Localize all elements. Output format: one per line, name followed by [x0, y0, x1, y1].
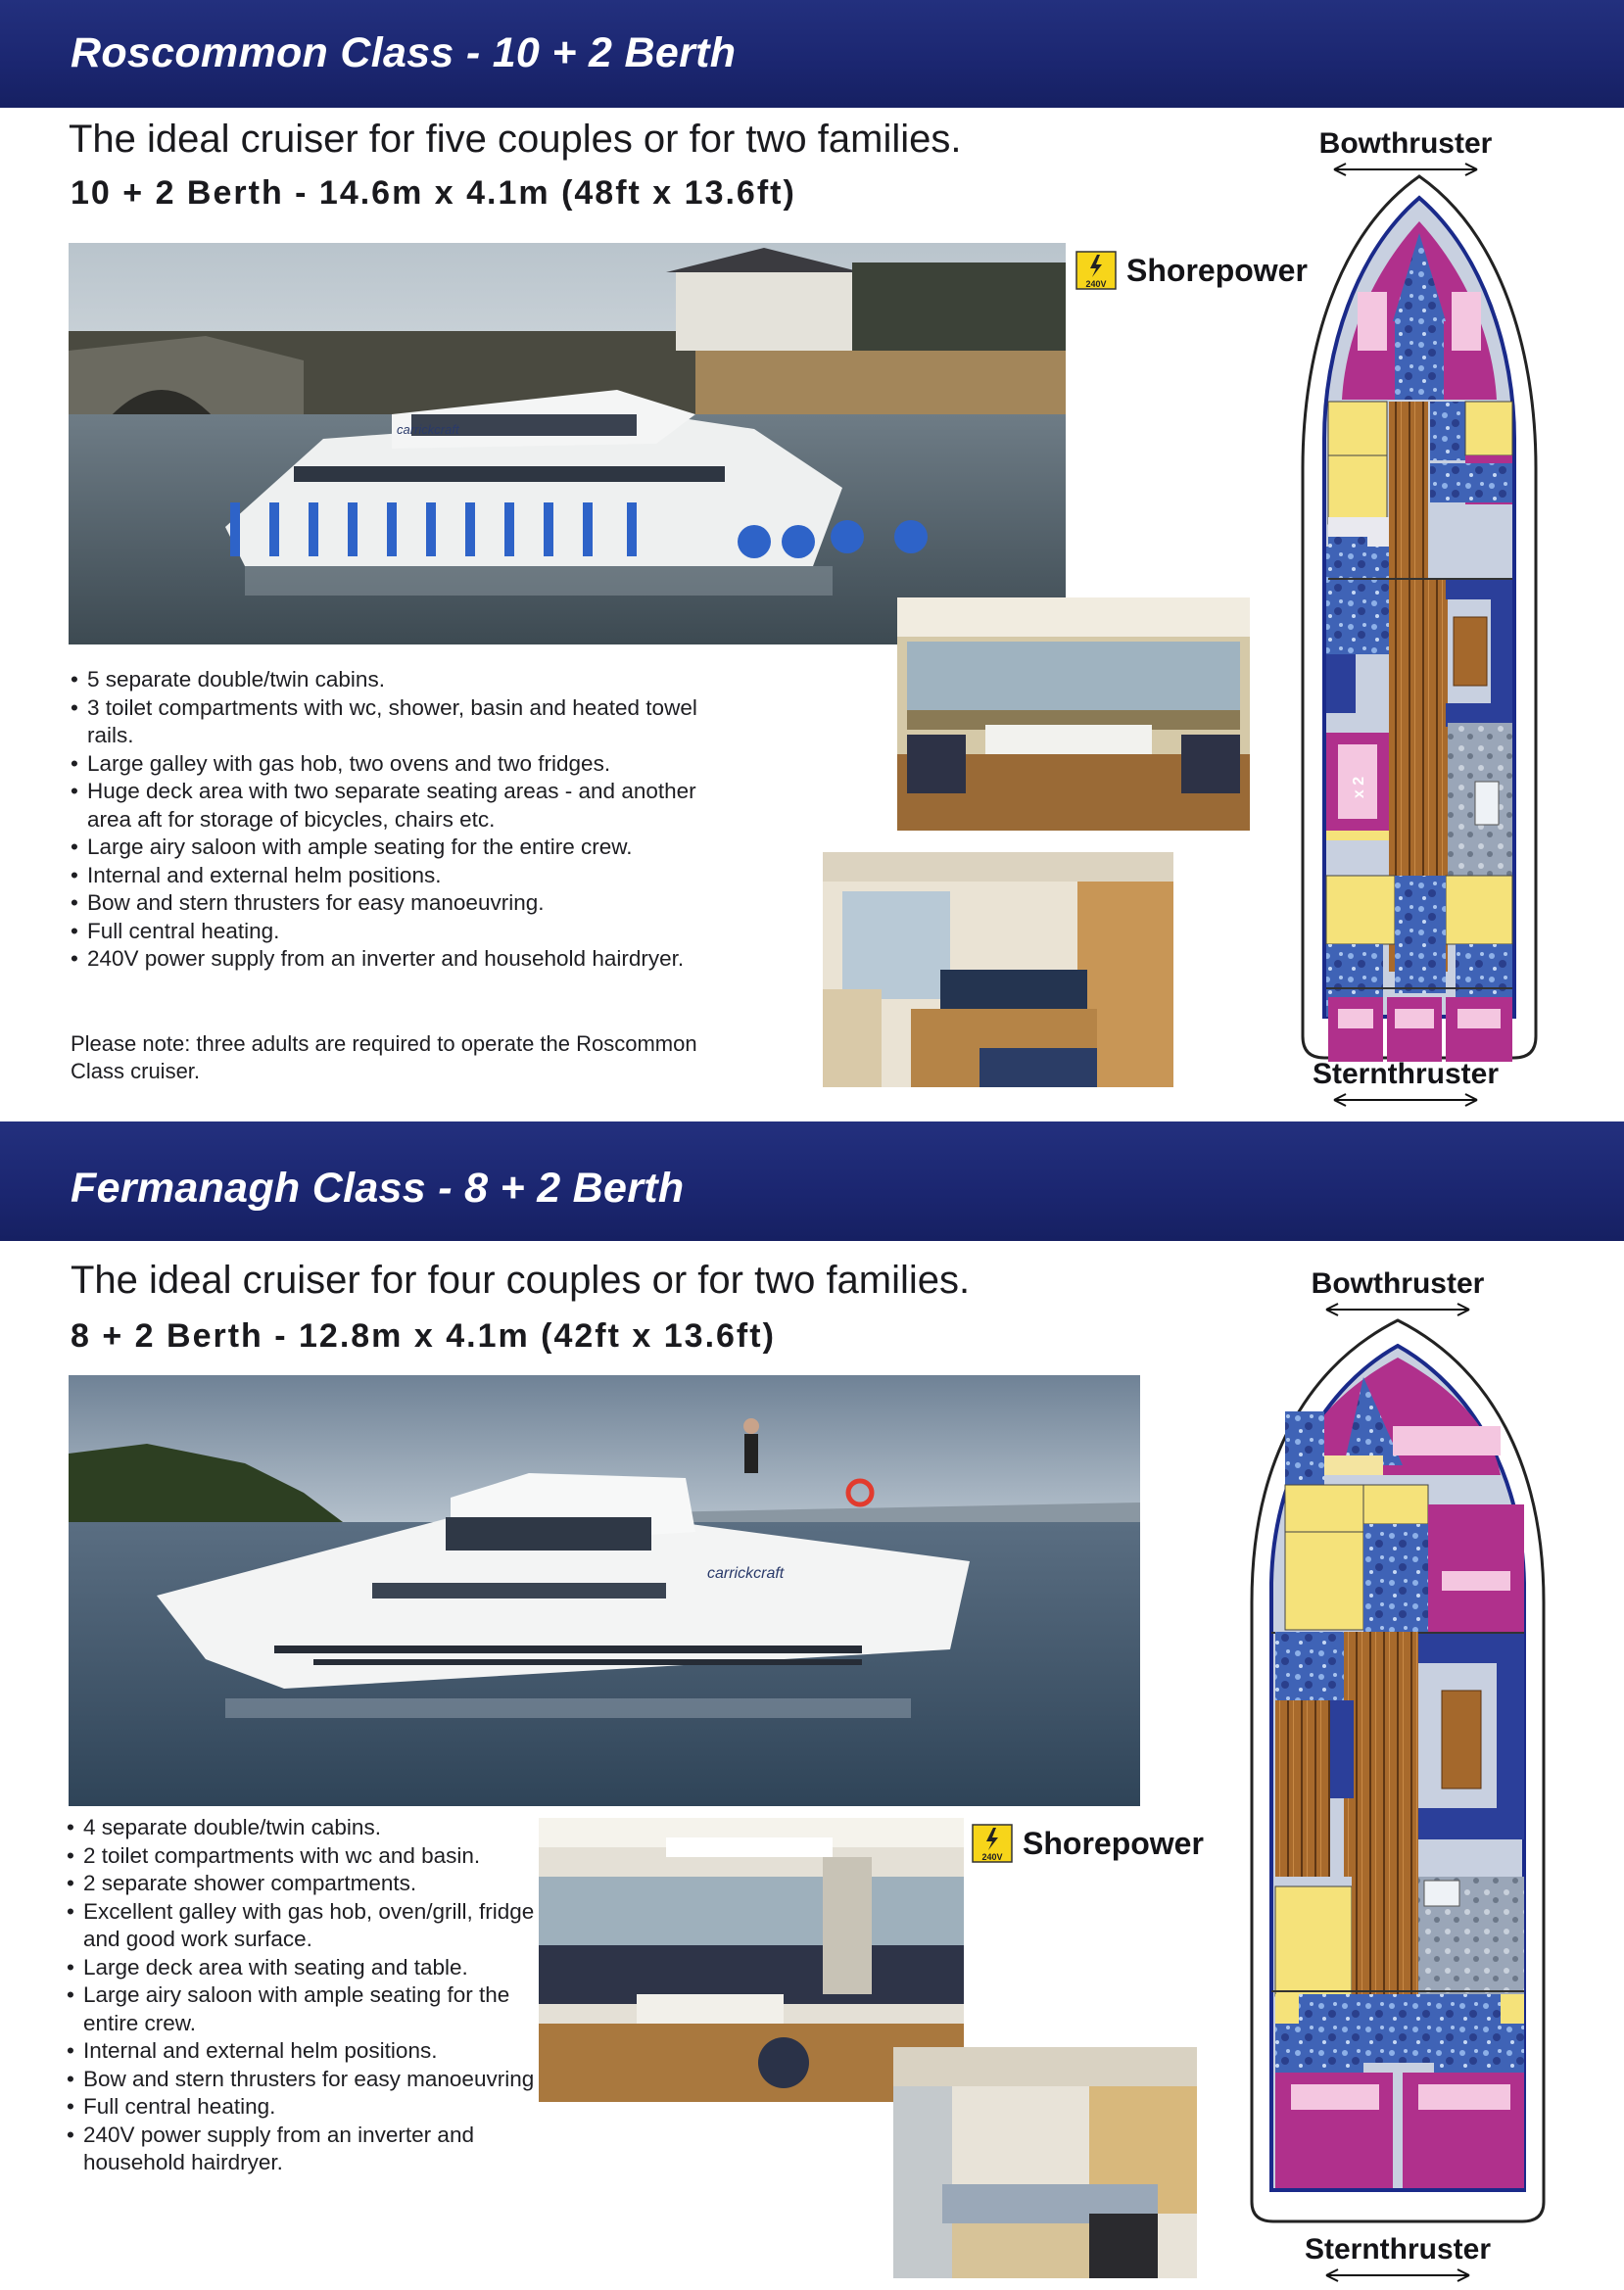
feature-item: • Full central heating.	[69, 918, 744, 946]
fermanagh-bowthruster	[1295, 1267, 1501, 1316]
double-arrow-icon	[1324, 2268, 1471, 2282]
feature-item: • 3 toilet compartments with wc, shower, basin and heated towel rails.	[69, 694, 744, 750]
feature-item: • Large airy saloon with ample seating for the entire crew.	[65, 1981, 535, 2037]
feature-item: • 2 toilet compartments with wc and basin.	[65, 1842, 535, 1871]
fermanagh-dimensions: 8 + 2 Berth - 12.8m x 4.1m (42ft x 13.6ft)	[71, 1317, 776, 1355]
roscommon-galley-photo	[823, 852, 1173, 1087]
fermanagh-tagline: The ideal cruiser for four couples or for two families.	[71, 1259, 971, 1302]
fermanagh-deck-plan	[1246, 1318, 1550, 2225]
fermanagh-banner	[0, 1121, 1624, 1241]
feature-item: • Full central heating.	[65, 2093, 535, 2122]
feature-item: • 2 separate shower compartments.	[65, 1870, 535, 1898]
roscommon-shorepower-label: Shorepower	[1126, 252, 1308, 288]
double-arrow-icon	[1324, 1303, 1471, 1316]
roscommon-sternthruster-label: Sternthruster	[1312, 1058, 1500, 1090]
roscommon-bowthruster	[1303, 127, 1508, 176]
fermanagh-boat-brand: carrickcraft	[707, 1565, 785, 1582]
shorepower-icon-text: 240V	[981, 1852, 1003, 1862]
roscommon-saloon-photo	[897, 597, 1250, 831]
fermanagh-shorepower	[972, 1824, 1204, 1863]
feature-item: • Large galley with gas hob, two ovens and two fridges.	[69, 750, 744, 779]
shorepower-icon	[972, 1824, 1013, 1863]
roscommon-exterior-photo	[69, 243, 1066, 644]
fermanagh-exterior-photo	[69, 1375, 1140, 1806]
feature-item: • 240V power supply from an inverter and household hairdryer.	[69, 945, 744, 974]
feature-item: • Large airy saloon with ample seating for the entire crew.	[69, 834, 744, 862]
roscommon-feature-list	[69, 666, 744, 974]
feature-item: • Excellent galley with gas hob, oven/grill, fridge and good work surface.	[65, 1898, 535, 1954]
feature-item: • 5 separate double/twin cabins.	[69, 666, 744, 694]
roscommon-banner	[0, 0, 1624, 108]
fermanagh-sternthruster-label: Sternthruster	[1304, 2233, 1492, 2266]
feature-item: • 4 separate double/twin cabins.	[65, 1814, 535, 1842]
feature-item: • Large deck area with seating and table.	[65, 1954, 535, 1982]
roscommon-title: Roscommon Class - 10 + 2 Berth	[71, 29, 737, 76]
fermanagh-feature-list	[65, 1814, 535, 2177]
fermanagh-bowthruster-label: Bowthruster	[1311, 1267, 1485, 1300]
roscommon-note: Please note: three adults are required to operate the Roscommon Class cruiser.	[71, 1031, 697, 1083]
feature-item: • Huge deck area with two separate seating areas - and another area aft for storage of bicycles, chairs etc.	[69, 778, 744, 834]
shorepower-icon-text: 240V	[1085, 279, 1107, 289]
double-arrow-icon	[1332, 1093, 1479, 1107]
fermanagh-sternthruster	[1295, 2233, 1501, 2282]
fermanagh-shorepower-label: Shorepower	[1023, 1825, 1204, 1861]
roscommon-sternthruster	[1303, 1058, 1508, 1107]
roscommon-plan-double-label: x 2	[1351, 776, 1367, 799]
fermanagh-title: Fermanagh Class - 8 + 2 Berth	[71, 1165, 685, 1212]
feature-item: • Bow and stern thrusters for easy manoeuvring.	[69, 889, 744, 918]
feature-item: • Internal and external helm positions.	[65, 2037, 535, 2066]
roscommon-deck-plan	[1299, 174, 1540, 1062]
fermanagh-galley-photo	[893, 2047, 1197, 2278]
feature-item: • Bow and stern thrusters for easy manoeuvring	[65, 2066, 535, 2094]
roscommon-boat-brand: carrickcraft	[397, 422, 459, 437]
roscommon-dimensions: 10 + 2 Berth - 14.6m x 4.1m (48ft x 13.6ft)	[71, 174, 796, 212]
feature-item: • 240V power supply from an inverter and household hairdryer.	[65, 2122, 535, 2177]
feature-item: • Internal and external helm positions.	[69, 862, 744, 890]
roscommon-tagline: The ideal cruiser for five couples or for two families.	[69, 118, 962, 161]
shorepower-icon	[1075, 251, 1117, 290]
roscommon-shorepower	[1075, 251, 1308, 290]
roscommon-bowthruster-label: Bowthruster	[1318, 127, 1493, 160]
